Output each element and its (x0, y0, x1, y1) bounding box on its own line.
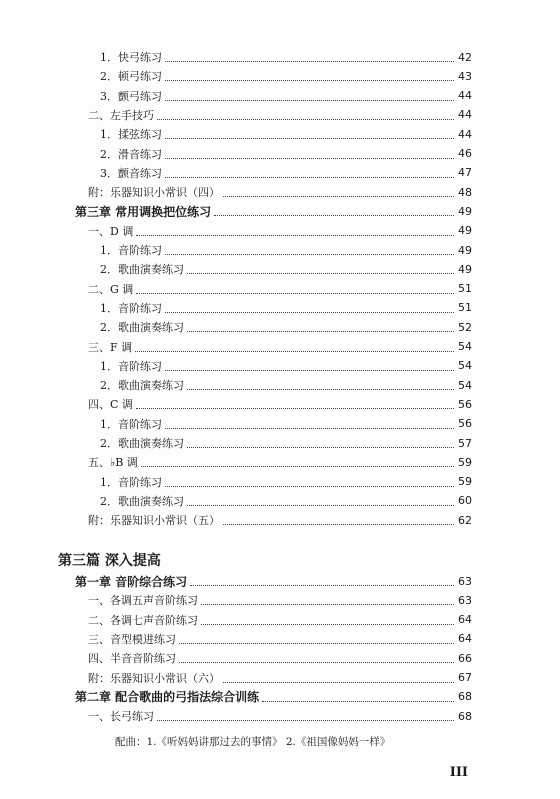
toc-leader-dots (179, 661, 454, 663)
toc-leader-dots (201, 603, 454, 605)
toc-entry-page: 48 (458, 185, 472, 199)
toc-entry-page: 68 (458, 690, 472, 704)
toc-entry-page: 59 (458, 475, 472, 489)
toc-leader-dots (165, 369, 454, 371)
toc-entry[interactable] (100, 358, 472, 374)
toc-entry-label: 一、各调五声音阶练习 (88, 594, 198, 608)
toc-entry[interactable] (100, 300, 472, 316)
toc-entry-label: 2．歌曲演奏练习 (100, 437, 184, 450)
toc-leader-dots (223, 195, 454, 197)
toc-leader-dots (141, 465, 454, 467)
toc-entry[interactable] (88, 396, 472, 412)
toc-leader-dots (187, 446, 454, 448)
toc-entry-page: 57 (458, 436, 472, 450)
toc-entry-label: 2．歌曲演奏练习 (100, 263, 184, 277)
toc-entry[interactable] (100, 416, 472, 432)
toc-leader-dots (187, 272, 454, 274)
toc-entry[interactable] (88, 512, 472, 528)
toc-entry[interactable] (75, 573, 472, 589)
toc-entry[interactable] (100, 493, 472, 509)
song-note: 配曲：1.《听妈妈讲那过去的事情》 2.《祖国像妈妈一样》 (115, 736, 391, 748)
toc-entry-page: 44 (458, 127, 472, 141)
toc-entry[interactable] (88, 670, 472, 686)
toc-entry-page: 56 (458, 417, 472, 431)
toc-entry-label: 1．快弓练习 (100, 51, 162, 64)
toc-entry-page: 46 (458, 147, 472, 160)
toc-entry[interactable] (100, 242, 472, 258)
toc-entry-page: 54 (458, 359, 472, 373)
toc-entry-page: 49 (458, 204, 472, 218)
toc-entry-label: 1．揉弦练习 (100, 128, 162, 142)
toc-entry[interactable] (100, 146, 472, 162)
toc-entry[interactable] (88, 281, 472, 297)
toc-entry[interactable] (88, 612, 472, 628)
toc-entry-label: 二、左手技巧 (88, 108, 154, 122)
toc-leader-dots (157, 118, 454, 120)
toc-entry-page: 49 (458, 224, 472, 238)
toc-entry-label: 五、♭B 调 (88, 456, 138, 470)
toc-leader-dots (165, 79, 454, 81)
toc-entry-label: 1．音阶练习 (100, 301, 162, 315)
toc-entry-page: 49 (458, 243, 472, 257)
toc-entry-label: 一、D 调 (88, 224, 134, 238)
toc-entry-page: 56 (458, 397, 472, 411)
toc-leader-dots (214, 214, 454, 216)
toc-entry-page: 66 (458, 651, 472, 665)
toc-entry-page: 51 (458, 282, 472, 296)
toc-leader-dots (165, 176, 454, 178)
toc-leader-dots (223, 523, 454, 525)
toc-leader-dots (190, 584, 454, 586)
toc-entry[interactable] (88, 184, 472, 200)
toc-entry-page: 63 (458, 574, 472, 588)
toc-leader-dots (179, 642, 454, 644)
toc-entry[interactable] (88, 339, 472, 355)
toc-entry-label: 第一章 音阶综合练习 (75, 574, 188, 589)
toc-entry-label: 1．音阶练习 (100, 417, 162, 431)
toc-leader-dots (262, 700, 454, 702)
toc-leader-dots (187, 388, 454, 390)
toc-leader-dots (136, 234, 454, 236)
toc-entry-page: 60 (458, 494, 472, 508)
toc-leader-dots (223, 681, 454, 683)
toc-entry-label: 1．音阶练习 (100, 475, 162, 489)
toc-entry-label: 2．歌曲演奏练习 (100, 494, 184, 508)
toc-entry[interactable] (100, 126, 472, 142)
toc-leader-dots (165, 253, 454, 255)
toc-entry[interactable] (100, 377, 472, 393)
toc-entry-page: 59 (458, 455, 472, 469)
toc-entry[interactable] (88, 631, 472, 647)
toc-entry[interactable] (100, 261, 472, 277)
toc-entry-label: 第二章 配合歌曲的弓指法综合训练 (75, 690, 260, 705)
toc-entry-page: 44 (458, 108, 472, 122)
toc-entry-page: 43 (458, 69, 472, 83)
toc-leader-dots (201, 623, 454, 625)
toc-entry-label: 2．歌曲演奏练习 (100, 379, 184, 393)
toc-entry-label: 3．颤弓练习 (100, 89, 162, 103)
toc-entry[interactable] (100, 435, 472, 451)
toc-leader-dots (187, 504, 454, 506)
toc-entry-page: 49 (458, 262, 472, 276)
toc-entry-label: 三、F 调 (88, 340, 133, 354)
toc-entry[interactable] (88, 650, 472, 666)
toc-leader-dots (157, 719, 454, 721)
toc-entry-page: 54 (458, 340, 472, 353)
toc-leader-dots (165, 99, 454, 101)
toc-entry[interactable] (75, 203, 472, 219)
toc-entry-label: 2．歌曲演奏练习 (100, 321, 184, 335)
toc-entry-label: 1．音阶练习 (100, 244, 162, 257)
toc-entry[interactable] (88, 454, 472, 470)
toc-entry-page: 64 (458, 632, 472, 646)
toc-entry[interactable] (100, 49, 472, 65)
toc-leader-dots (165, 60, 454, 62)
toc-entry[interactable] (88, 592, 472, 608)
toc-leader-dots (165, 311, 454, 313)
toc-entry-label: 三、音型模进练习 (88, 632, 176, 646)
toc-entry-label: 2．滑音练习 (100, 147, 162, 161)
toc-entry-label: 一、长弓练习 (88, 710, 154, 724)
toc-entry-label: 四、半音音阶练习 (88, 652, 176, 666)
toc-entry-page: 42 (458, 50, 472, 64)
toc-entry[interactable] (100, 165, 472, 181)
part-title: 第三篇 深入提高 (58, 553, 161, 569)
toc-entry-label: 3．颤音练习 (100, 166, 162, 180)
toc-entry-page: 68 (458, 709, 472, 723)
toc-entry-page: 62 (458, 513, 472, 527)
toc-leader-dots (165, 485, 454, 487)
toc-entry-page: 54 (458, 378, 472, 392)
toc-entry-label: 附：乐器知识小常识（五） (88, 514, 220, 528)
toc-entry[interactable] (100, 88, 472, 104)
toc-entry-page: 51 (458, 301, 472, 315)
toc-leader-dots (136, 292, 454, 294)
toc-leader-dots (165, 427, 454, 429)
toc-entry-label: 附：乐器知识小常识（四） (88, 186, 220, 200)
toc-leader-dots (135, 350, 454, 352)
toc-entry-label: 四、C 调 (88, 398, 133, 412)
toc-entry[interactable] (75, 689, 472, 705)
toc-entry-label: 附：乐器知识小常识（六） (88, 671, 220, 685)
toc-entry-page: 52 (458, 320, 472, 334)
toc-leader-dots (187, 330, 454, 332)
toc-entry-label: 2．顿弓练习 (100, 70, 162, 84)
toc-leader-dots (165, 157, 454, 159)
toc-entry-label: 第三章 常用调换把位练习 (75, 204, 212, 219)
toc-entry-label: 二、G 调 (88, 282, 134, 296)
toc-entry[interactable] (100, 474, 472, 490)
toc-entry[interactable] (100, 319, 472, 335)
toc-entry-label: 二、各调七声音阶练习 (88, 613, 198, 627)
toc-leader-dots (136, 407, 454, 409)
toc-leader-dots (165, 137, 454, 139)
toc-entry-page: 63 (458, 593, 472, 607)
toc-entry-page: 47 (458, 166, 472, 180)
toc-entry[interactable] (88, 708, 472, 724)
toc-entry-page: 44 (458, 89, 472, 103)
toc-entry[interactable] (88, 223, 472, 239)
toc-entry[interactable] (100, 68, 472, 84)
toc-entry[interactable] (88, 107, 472, 123)
toc-entry-label: 1．音阶练习 (100, 359, 162, 373)
toc-entry-page: 64 (458, 613, 472, 627)
page-number: III (449, 765, 468, 780)
toc-entry-page: 67 (458, 671, 472, 684)
